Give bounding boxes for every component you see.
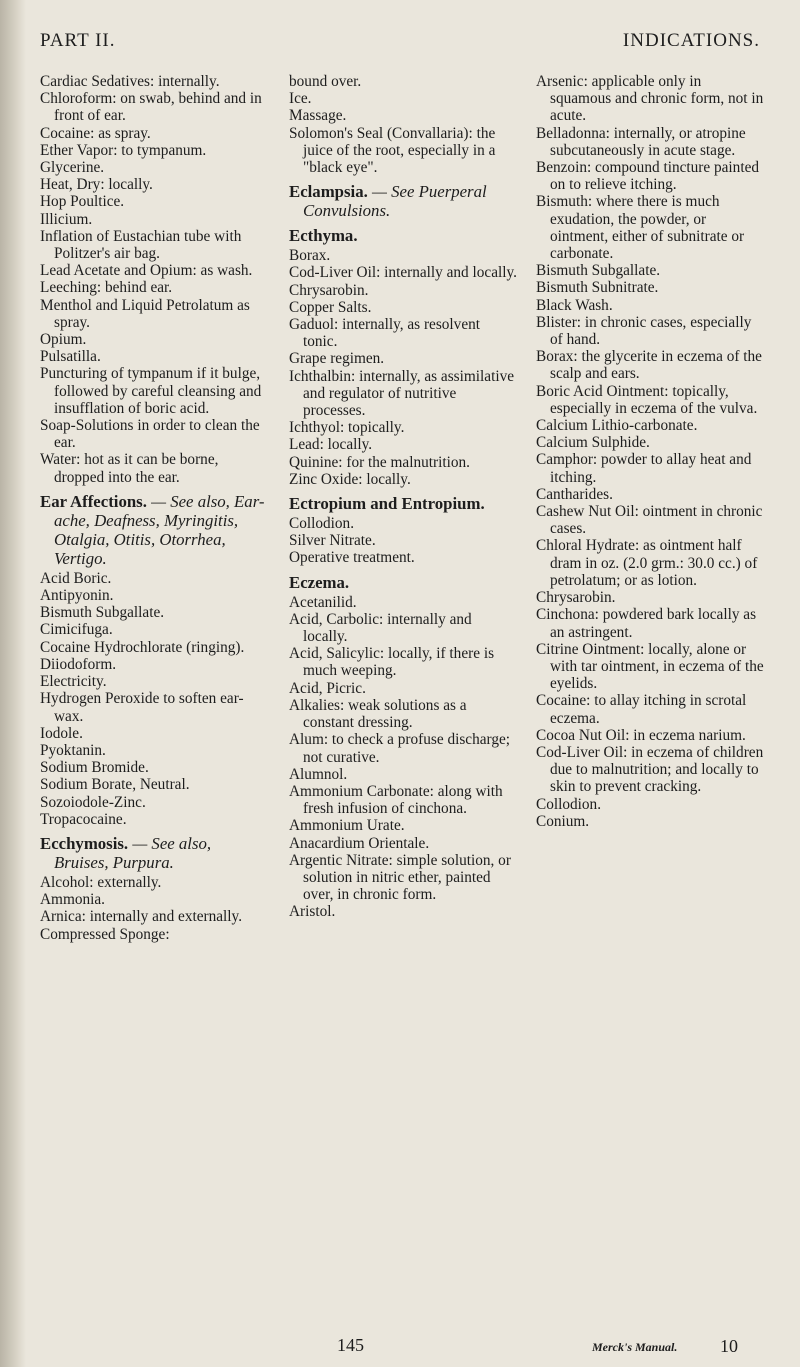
remedy-entry: Argentic Nitrate: simple solution, or solution in nitric ether, painted over, in chronic form.: [289, 851, 511, 904]
index-heading: [40, 834, 268, 872]
page-number: 145: [337, 1335, 364, 1355]
remedy-entry: Collodion.: [536, 795, 602, 813]
remedy-entry: Alcohol: externally.: [40, 873, 162, 891]
heading-term: Eczema.: [289, 572, 350, 592]
remedy-entry: Copper Salts.: [289, 298, 372, 316]
remedy-entry: Ichthalbin: internally, as assimilative and regulator of nutritive processes.: [289, 367, 515, 420]
remedy-entry: Alkalies: weak solutions as a constant dressing.: [289, 696, 467, 732]
remedy-entry: Pyoktanin.: [40, 741, 106, 759]
remedy-entry: Puncturing of tympanum if it bulge, followed by careful cleansing and insufflation of boric acid.: [40, 365, 262, 417]
remedy-entry: Arnica: internally and externally.: [40, 908, 243, 926]
heading-term: Ectropium and Entropium.: [289, 494, 485, 514]
heading-term: Ear Affections.: [40, 491, 147, 511]
remedy-entry: Bismuth: where there is much exudation, the powder, or ointment, either of subnitrate or carbonate.: [536, 193, 745, 263]
remedy-entry: Chrysarobin.: [289, 281, 369, 299]
column-1: [40, 73, 268, 943]
remedy-entry: Electricity.: [40, 673, 107, 691]
remedy-entry: Lead: locally.: [289, 436, 373, 454]
remedy-entry: Blister: in chronic cases, especially of hand.: [536, 313, 752, 349]
remedy-entry: Cashew Nut Oil: ointment in chronic cases.: [536, 503, 763, 538]
remedy-entry: Grape regimen.: [289, 350, 385, 368]
remedy-entry: Citrine Ointment: locally, alone or with tar ointment, in eczema of the eyelids.: [536, 640, 764, 693]
remedy-entry: Illicium.: [40, 210, 93, 228]
remedy-entry: Boric Acid Ointment: topically, especially in eczema of the vulva.: [536, 382, 758, 417]
remedy-entry: Cod-Liver Oil: in eczema of children due to malnutrition; and locally to skin to prevent cracking.: [536, 743, 764, 796]
remedy-entry: Bismuth Subnitrate.: [536, 279, 659, 297]
remedy-entry: Hop Poultice.: [40, 193, 125, 211]
remedy-entry: Ether Vapor: to tympanum.: [40, 141, 207, 159]
remedy-entry: Black Wash.: [536, 296, 613, 314]
remedy-entry: Operative treatment.: [289, 549, 415, 567]
remedy-entry: Chrysarobin.: [536, 589, 616, 607]
remedy-entry: Aristol.: [289, 903, 336, 921]
remedy-entry: Water: hot as it can be borne, dropped into the ear.: [40, 451, 219, 486]
remedy-entry: Cocaine Hydrochlorate (ringing).: [40, 638, 245, 656]
remedy-entry: Cocaine: to allay itching in scrotal eczema.: [536, 692, 747, 727]
index-heading: [289, 494, 517, 513]
column-3: [536, 73, 766, 830]
remedy-entry: Conium.: [536, 812, 590, 830]
remedy-entry: Solomon's Seal (Convallaria): the juice of the root, especially in a "black eye".: [289, 124, 496, 177]
remedy-entry: Cantharides.: [536, 485, 613, 503]
remedy-entry: Benzoin: compound tincture painted on to relieve itching.: [536, 159, 760, 194]
remedy-entry: Quinine: for the malnutrition.: [289, 453, 470, 471]
page-spine-shadow: [0, 0, 26, 1367]
header-part: PART II.: [40, 30, 116, 51]
remedy-entry: Compressed Sponge:: [40, 925, 170, 943]
running-header: [40, 30, 760, 54]
index-heading: [289, 226, 517, 245]
sheet-number: 10: [720, 1336, 738, 1356]
remedy-entry: Cimicifuga.: [40, 621, 113, 639]
manual-title: Merck's Manual.: [592, 1340, 678, 1354]
remedy-entry: Borax: the glycerite in eczema of the scalp and ears.: [536, 348, 762, 383]
index-heading: [289, 573, 517, 592]
remedy-entry: Ichthyol: topically.: [289, 419, 405, 437]
index-heading: [289, 182, 517, 220]
remedy-entry: Cinchona: powdered bark locally as an astringent.: [536, 606, 757, 641]
remedy-entry: Calcium Lithio-carbonate.: [536, 417, 698, 435]
index-heading: [40, 492, 268, 568]
remedy-entry: Inflation of Eustachian tube with Politzer's air bag.: [40, 227, 242, 263]
column-2: [289, 73, 517, 921]
heading-term: Ecthyma.: [289, 226, 358, 246]
remedy-entry: Antipyonin.: [40, 587, 114, 605]
cross-reference: — See also, Bruises, Purpura.: [54, 833, 212, 872]
remedy-entry: Gaduol: internally, as resolvent tonic.: [289, 316, 481, 351]
remedy-entry: Sozoiodole-Zinc.: [40, 793, 146, 811]
remedy-entry: Hydrogen Peroxide to soften ear-wax.: [40, 690, 244, 725]
remedy-entry: Zinc Oxide: locally.: [289, 470, 411, 488]
remedy-entry: Anacardium Orientale.: [289, 834, 430, 852]
remedy-entry: Borax.: [289, 247, 331, 265]
remedy-entry: Ammonium Urate.: [289, 817, 405, 835]
remedy-entry: Cod-Liver Oil: internally and locally.: [289, 264, 517, 282]
remedy-entry: Camphor: powder to allay heat and itching.: [536, 451, 752, 486]
heading-term: Ecchymosis.: [40, 833, 129, 853]
remedy-entry: Soap-Solutions in order to clean the ear.: [40, 417, 260, 452]
remedy-entry: Tropacocaine.: [40, 810, 127, 828]
remedy-entry: Ammonium Carbonate: along with fresh infusion of cinchona.: [289, 782, 503, 818]
remedy-entry: Massage.: [289, 107, 347, 125]
remedy-entry: Bismuth Subgallate.: [40, 604, 165, 622]
remedy-entry: Bismuth Subgallate.: [536, 262, 661, 280]
remedy-entry: Opium.: [40, 331, 87, 349]
cross-reference: — See Puerperal Convulsions.: [303, 182, 487, 221]
remedy-entry: Arsenic: applicable only in squamous and chronic form, not in acute.: [536, 73, 764, 125]
remedy-entry: Acid, Salicylic: locally, if there is much weeping.: [289, 645, 495, 680]
remedy-entry: Acid, Carbolic: internally and locally.: [289, 610, 472, 646]
remedy-entry: Chloral Hydrate: as ointment half dram in oz. (2.0 grm.: 30.0 cc.) of petrolatum; or as lotion.: [536, 537, 758, 589]
remedy-entry: Cocoa Nut Oil: in eczema narium.: [536, 726, 746, 744]
heading-term: Eclampsia.: [289, 182, 368, 202]
remedy-entry: Ice.: [289, 90, 312, 108]
remedy-entry: Menthol and Liquid Petrolatum as spray.: [40, 296, 250, 331]
remedy-entry: bound over.: [289, 73, 362, 90]
remedy-entry: Heat, Dry: locally.: [40, 176, 153, 194]
remedy-entry: Glycerine.: [40, 159, 105, 177]
remedy-entry: Diiodoform.: [40, 655, 117, 673]
cross-reference: — See also, Ear-ache, Deafness, Myringitis, Otalgia, Otitis, Otorrhea, Vertigo.: [54, 491, 265, 568]
remedy-entry: Alum: to check a profuse discharge; not curative.: [289, 731, 511, 766]
remedy-entry: Cocaine: as spray.: [40, 124, 151, 142]
remedy-entry: Iodole.: [40, 724, 83, 742]
remedy-entry: Pulsatilla.: [40, 348, 101, 366]
remedy-entry: Leeching: behind ear.: [40, 279, 173, 297]
header-section: INDICATIONS.: [622, 30, 760, 51]
remedy-entry: Collodion.: [289, 515, 355, 533]
remedy-entry: Acetanilid.: [289, 593, 357, 611]
remedy-entry: Ammonia.: [40, 891, 106, 909]
remedy-entry: Cardiac Sedatives: internally.: [40, 73, 220, 90]
remedy-entry: Calcium Sulphide.: [536, 434, 650, 452]
remedy-entry: Sodium Borate, Neutral.: [40, 776, 190, 794]
remedy-entry: Acid Boric.: [40, 569, 112, 587]
remedy-entry: Silver Nitrate.: [289, 532, 376, 550]
remedy-entry: Sodium Bromide.: [40, 759, 149, 777]
remedy-entry: Alumnol.: [289, 765, 348, 783]
remedy-entry: Belladonna: internally, or atropine subcutaneously in acute stage.: [536, 124, 746, 159]
remedy-entry: Acid, Picric.: [289, 679, 366, 697]
remedy-entry: Lead Acetate and Opium: as wash.: [40, 262, 253, 280]
remedy-entry: Chloroform: on swab, behind and in front of ear.: [40, 90, 262, 125]
